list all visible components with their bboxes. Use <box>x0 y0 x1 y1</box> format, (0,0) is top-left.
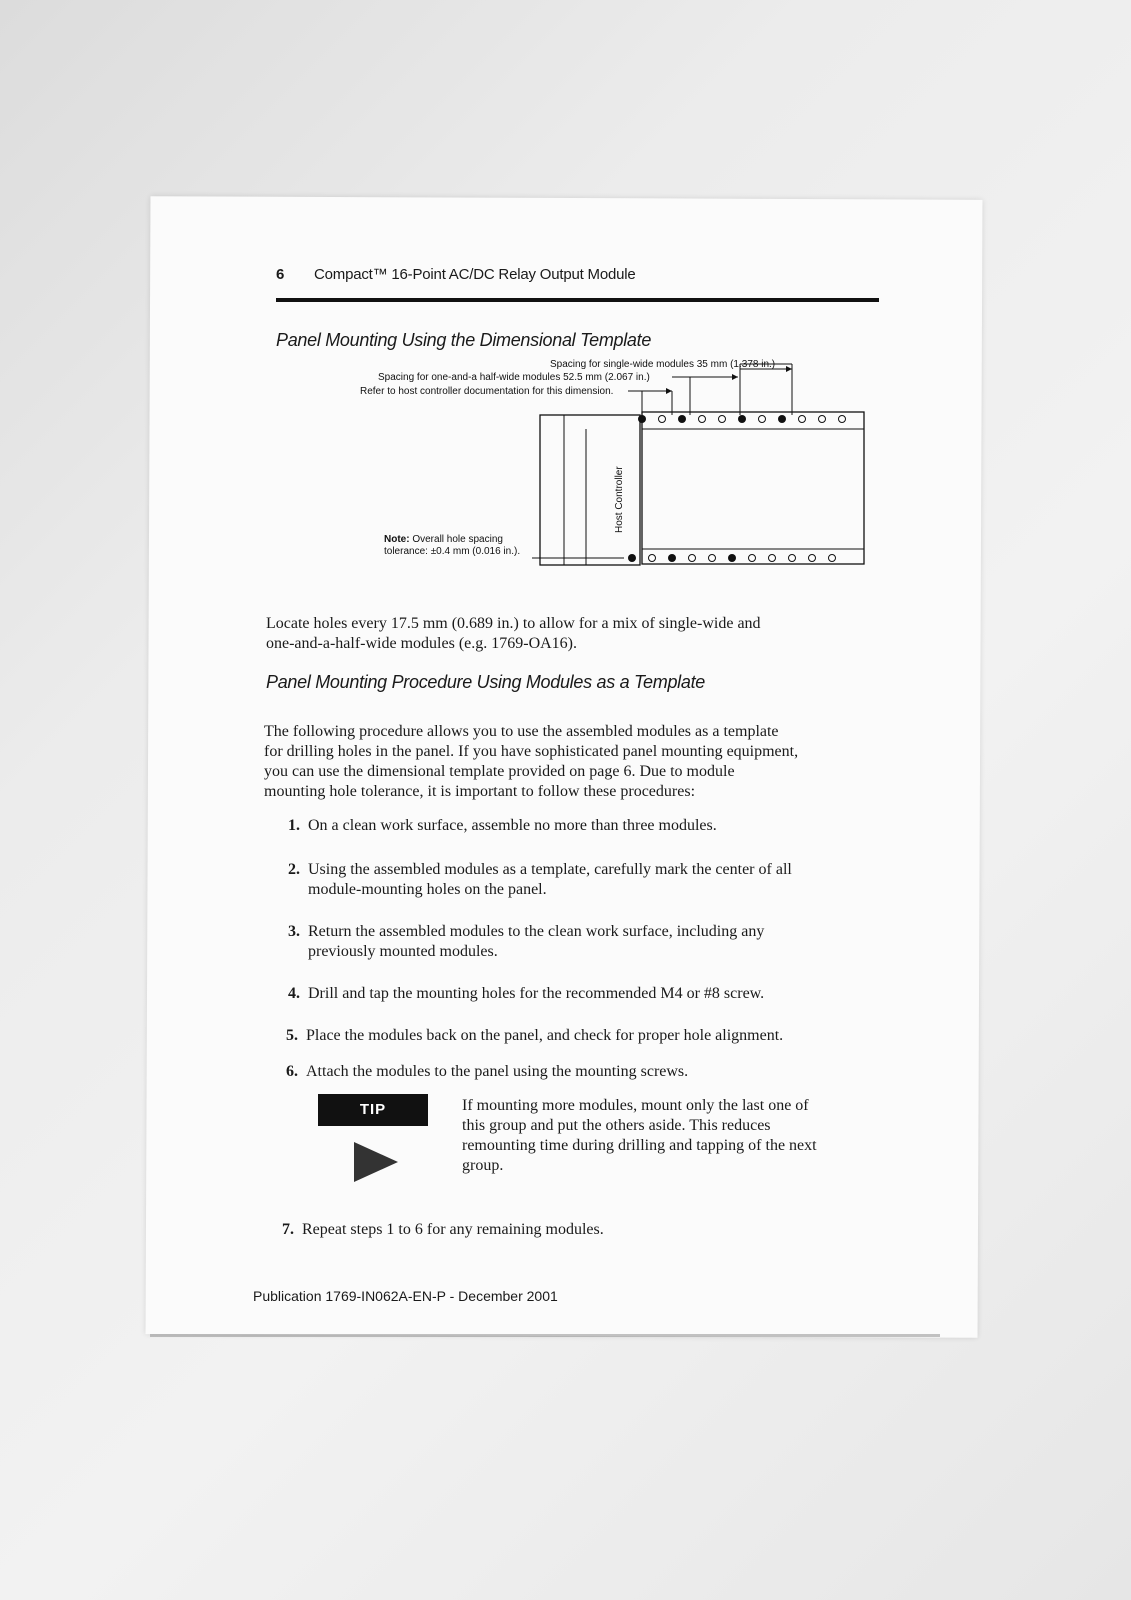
module-strip-outline <box>642 412 864 564</box>
section-heading-dimensional-template: Panel Mounting Using the Dimensional Template <box>276 330 652 350</box>
step-text-line: Using the assembled modules as a template, carefully mark the center of all <box>308 861 792 878</box>
fig-label-single: Spacing for single-wide modules 35 mm (1.378 in.) <box>550 359 776 370</box>
hole-marker <box>709 555 716 562</box>
step-text <box>308 922 764 962</box>
step-text: Drill and tap the mounting holes for the recommended M4 or #8 screw. <box>308 985 765 1002</box>
hole-marker <box>769 555 776 562</box>
procedure-step <box>288 922 764 962</box>
host-controller-outline <box>540 415 640 565</box>
hole-marker <box>839 416 846 423</box>
fig-note-rest: Overall hole spacing <box>412 534 503 545</box>
procedure-step <box>286 1062 688 1082</box>
header-rule <box>276 298 879 302</box>
para-line: you can use the dimensional template provided on page 6. Due to module <box>264 763 735 780</box>
step-text: Place the modules back on the panel, and check for proper hole alignment. <box>306 1027 784 1044</box>
page-number: 6 <box>276 266 285 283</box>
procedure-step <box>288 860 792 900</box>
hole-marker <box>789 555 796 562</box>
fig-label-refer: Refer to host controller documentation for this dimension. <box>360 386 614 397</box>
hole-marker <box>649 555 656 562</box>
publication-footer: Publication 1769-IN062A-EN-P - December 2001 <box>253 1288 558 1304</box>
step-text: Repeat steps 1 to 6 for any remaining modules. <box>302 1221 604 1238</box>
step-text-line: module-mounting holes on the panel. <box>308 881 547 898</box>
bottom-mounting-holes <box>628 554 836 562</box>
hole-marker <box>799 416 806 423</box>
tip-line: this group and put the others aside. This reduces <box>462 1117 771 1134</box>
tip-arrow-icon <box>352 1140 400 1184</box>
step-text: On a clean work surface, assemble no more than three modules. <box>308 817 717 834</box>
tip-text <box>462 1096 862 1176</box>
step-text <box>308 860 792 900</box>
fig-label-onehalf: Spacing for one-and-a half-wide modules 52.5 mm (2.067 in.) <box>378 372 650 383</box>
hole-marker <box>749 555 756 562</box>
hole-marker-crosshair <box>678 415 686 423</box>
step-number: 6. <box>286 1063 298 1080</box>
hole-marker <box>759 416 766 423</box>
fig-arrowhead <box>666 388 672 394</box>
procedure-step <box>282 1220 604 1240</box>
para-line: for drilling holes in the panel. If you have sophisticated panel mounting equipment, <box>264 743 799 760</box>
step-number: 1. <box>288 817 300 834</box>
hole-marker <box>719 416 726 423</box>
fig-note-bold: Note: <box>384 534 410 545</box>
procedure-step <box>286 1026 783 1046</box>
procedure-step <box>288 984 764 1004</box>
step-number: 4. <box>288 985 300 1002</box>
tip-label: TIP <box>318 1094 428 1126</box>
hole-marker-crosshair <box>668 554 676 562</box>
step-number: 2. <box>288 861 300 878</box>
fig-note-line2: tolerance: ±0.4 mm (0.016 in.). <box>384 546 521 557</box>
step-number: 5. <box>286 1027 298 1044</box>
hole-marker <box>659 416 666 423</box>
procedure-intro-paragraph <box>264 722 798 802</box>
procedure-step <box>288 816 717 836</box>
fig-arrowhead <box>732 374 738 380</box>
para-line: Locate holes every 17.5 mm (0.689 in.) to allow for a mix of single-wide and <box>266 615 761 632</box>
step-text-line: previously mounted modules. <box>308 943 498 960</box>
hole-marker-crosshair <box>738 415 746 423</box>
hole-marker-crosshair <box>638 415 646 423</box>
para-line: The following procedure allows you to use the assembled modules as a template <box>264 723 779 740</box>
host-controller-label: Host Controller <box>614 466 625 533</box>
para-line: one-and-a-half-wide modules (e.g. 1769-OA16). <box>266 635 578 652</box>
fig-arrowhead <box>786 366 792 372</box>
step-text: Attach the modules to the panel using the mounting screws. <box>306 1063 689 1080</box>
section-heading-procedure: Panel Mounting Procedure Using Modules as a Template <box>266 672 705 692</box>
hole-marker <box>829 555 836 562</box>
hole-marker <box>689 555 696 562</box>
locate-holes-paragraph <box>266 614 761 654</box>
tip-line: group. <box>462 1157 504 1174</box>
page-header-title: Compact™ 16-Point AC/DC Relay Output Module <box>314 266 636 283</box>
step-number: 7. <box>282 1221 294 1238</box>
page-edge <box>150 1334 940 1337</box>
step-text-line: Return the assembled modules to the clean work surface, including any <box>308 923 765 940</box>
para-line: mounting hole tolerance, it is important to follow these procedures: <box>264 783 696 800</box>
tip-line: remounting time during drilling and tapping of the next <box>462 1137 817 1154</box>
step-number: 3. <box>288 923 300 940</box>
hole-marker-crosshair <box>628 554 636 562</box>
tip-line: If mounting more modules, mount only the last one of <box>462 1097 809 1114</box>
dimensional-template-figure <box>360 355 880 585</box>
hole-marker <box>699 416 706 423</box>
hole-marker <box>809 555 816 562</box>
hole-marker-crosshair <box>778 415 786 423</box>
hole-marker <box>819 416 826 423</box>
hole-marker-crosshair <box>728 554 736 562</box>
fig-note-line1 <box>384 534 503 545</box>
top-mounting-holes <box>638 415 846 423</box>
